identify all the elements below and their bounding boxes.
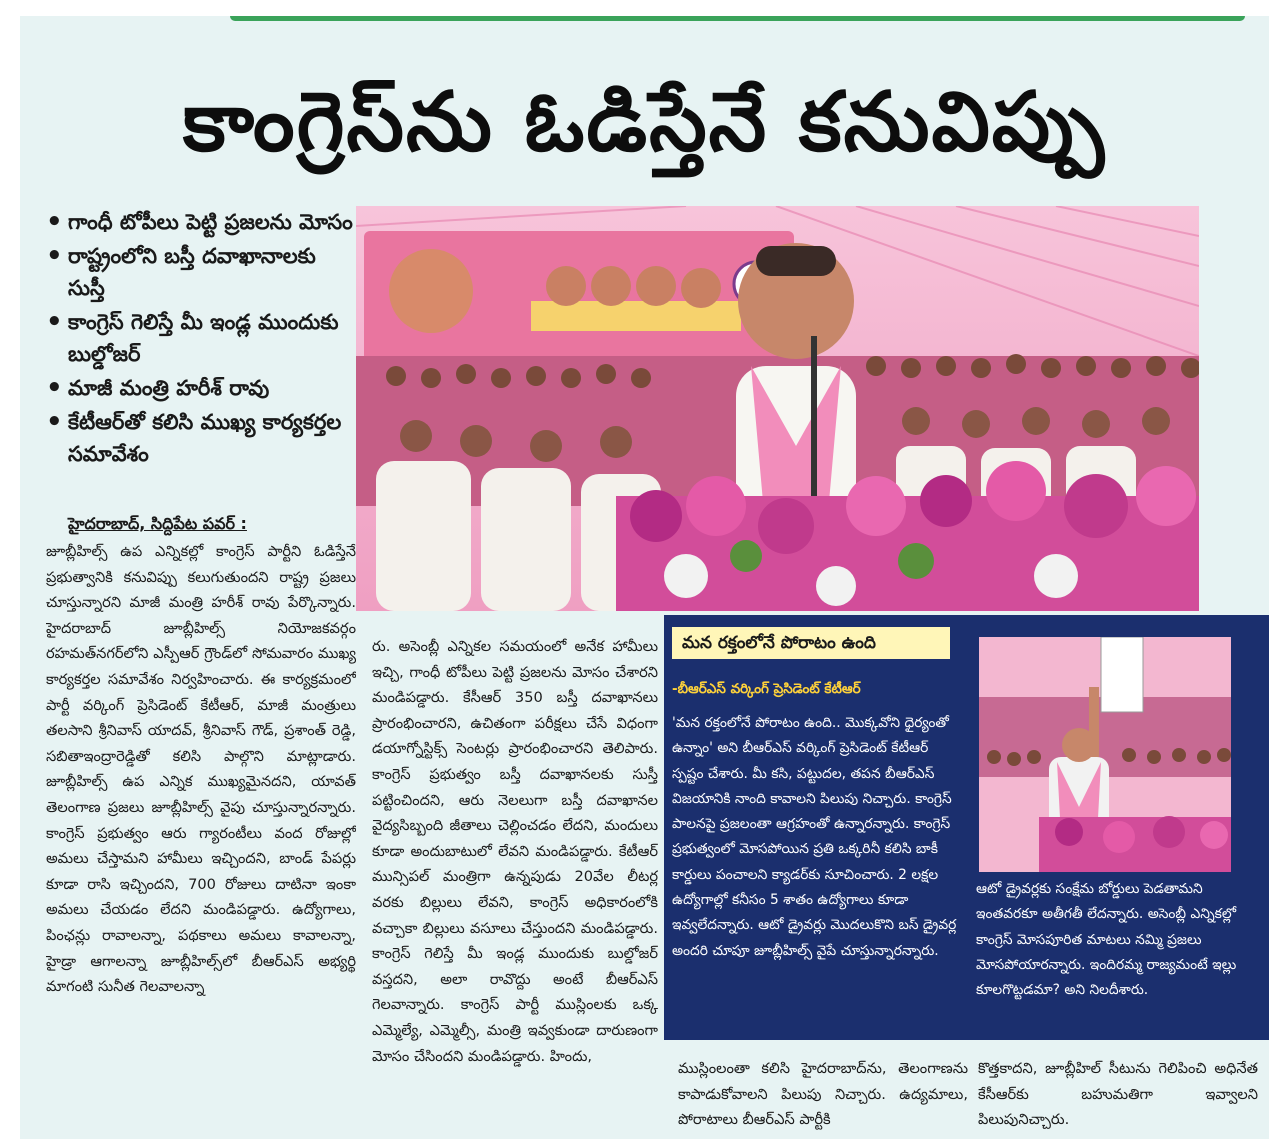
article-column-3: ముస్లింలంతా కలిసి హైదరాబాద్‌ను, తెలంగాణను కాపాడుకోవాలని పిలుపు నిచ్చారు. ఉద్యమాలు, పోరాటాలు బీఆర్ఎస్ పార్టీకి xyxy=(678,1060,968,1129)
sidebar-subheading: -బీఆర్ఎస్ వర్కింగ్ ప్రెసిడెంట్ కేటీఆర్ xyxy=(672,681,861,697)
inset-caption: ఆటో డ్రైవర్లకు సంక్షేమ బోర్డులు పెడతామని ఇంతవరకూ అతీగతీ లేదన్నారు. అసెంబ్లీ ఎన్నికల్లో కాంగ్రెస్ మోసపూరిత మాటలు నమ్మి ప్రజలు మోసపోయారన్నారు. ఇందిరమ్మ రాజ్యమంటే ఇల్లు కూలగొట్టడమా? అని నిలదీశారు. xyxy=(976,881,1237,999)
article-column-2: రు. అసెంబ్లీ ఎన్నికల సమయంలో అనేక హామీలు ఇచ్చి, గాంధీ టోపీలు పెట్టి ప్రజలను మోసం చేశారని మండిపడ్డారు. కేసీఆర్ 350 బస్తీ దవాఖానలు ప్రారంభించారని, ఉచితంగా పరీక్షలు చేసే విధంగా డయాగ్నోస్టిక్స్ సెంటర్లు ప్రారంభించారని తెలిపారు. కాంగ్రెస్ ప్రభుత్వం బస్తీ దవాఖానలకు సుస్తీ పట్టించిందని, ఆరు నెలలుగా బస్తీ దవాఖానల వైద్యసిబ్బంది జీతాలు చెల్లించడం లేదని, మందులు కూడా అందుబాటులో లేవని మండిపడ్డారు. కేటీఆర్ మున్సిపల్ మంత్రిగా ఉన్నపుడు 20వేల లీటర్ల వరకు బిల్లులు లేవని, కాంగ్రెస్ అధికారంలోకి వచ్చాకా బిల్లులు వసూలు చేస్తుందని మండిపడ్డారు. కాంగ్రెస్ గెలిస్తే మీ ఇండ్ల ముందుకు బుల్డోజర్ వస్తదని, అలా రావొద్దు అంటే బీఆర్ఎస్ గెలవాన్నారు. కాంగ్రెస్ పార్టీ ముస్లింలకు ఒక్క ఎమ్మెల్యే, ఎమ్మెల్సీ, మంత్రి ఇవ్వకుండా దారుణంగా మోసం చేసిందని మండిపడ్డారు. హిందు, xyxy=(372,638,658,1065)
newspaper-page xyxy=(20,16,1269,1139)
sidebar-heading: మన రక్తంలోనే పోరాటం ఉంది xyxy=(672,627,950,659)
top-accent-bar xyxy=(230,16,1245,21)
bullet-item: • రాష్ట్రంలోని బస్తీ దవాఖానాలకు సుస్తీ xyxy=(46,241,316,300)
speaker-holding-card-illustration xyxy=(979,637,1231,872)
rally-speech-illustration xyxy=(356,206,1199,611)
sidebar-text: 'మన రక్తంలోనే పోరాటం ఉంది.. మొక్కవోని ధైర్యంతో ఉన్నాం' అని బీఆర్ఎస్ వర్కింగ్ ప్రెసిడెంట్ కేటీఆర్ స్పష్టం చేశారు. మీ కసి, పట్టుదల, తపన బీఆర్ఎస్ విజయానికి నాంది కావాలని పిలుపు నిచ్చారు. కాంగ్రెస్ పాలనపై ప్రజలంతా ఆగ్రహంతో ఉన్నారన్నారు. కాంగ్రెస్ ప్రభుత్వంలో మోసపోయిన ప్రతి ఒక్కరినీ కలిసి బాకీ కార్డులు పంచాలని క్యాడర్‌కు సూచించారు. 2 లక్షల ఉద్యోగాల్లో కనీసం 5 శాతం ఉద్యోగాలు కూడా ఇవ్వలేదన్నారు. ఆటో డ్రైవర్లు మొదలుకొని బస్ డ్రైవర్ల అందరి చూపూ జూబ్లీహిల్స్ వైపే చూస్తున్నారన్నారు. xyxy=(672,715,957,959)
bullet-item: • కాంగ్రెస్ గెలిస్తే మీ ఇండ్ల ముందుకు బుల్డోజర్ xyxy=(46,307,339,366)
inset-photo xyxy=(979,637,1231,872)
bullet-item: • మాజీ మంత్రి హరీశ్ రావు xyxy=(46,373,270,403)
bullet-item: • గాంధీ టోపీలు పెట్టి ప్రజలను మోసం xyxy=(46,207,353,237)
byline: హైదరాబాద్, సిద్దిపేట పవర్ : xyxy=(68,514,247,533)
highlight-bullets xyxy=(42,206,354,472)
bullet-item: • కేటీఆర్‌తో కలిసి ముఖ్య కార్యకర్తల సమావేశం xyxy=(46,407,342,466)
sidebar-box xyxy=(664,615,1269,1040)
article-column-4: కొత్తకాదని, జూబ్లీహిల్ సీటును గెలిపించి అధినేత కేసీఆర్‌కు బహుమతిగా ఇవ్వాలని పిలుపునిచ్చారు. xyxy=(978,1060,1258,1129)
article-column-1: జూబ్లీహిల్స్ ఉప ఎన్నికల్లో కాంగ్రెస్ పార్టీని ఓడిస్తేనే ప్రభుత్వానికి కనువిప్పు కలుగుతుందని రాష్ట్ర ప్రజలు చూస్తున్నారని మాజీ మంత్రి హరీశ్ రావు పేర్కొన్నారు. హైదరాబాద్ జూబ్లీహిల్స్ నియోజకవర్గం రహమత్‌నగర్‌లోని ఎస్పీఆర్ గ్రౌండ్‌లో సోమవారం ముఖ్య కార్యకర్తల సమావేశం నిర్వహించారు. ఈ కార్యక్రమంలో పార్టీ వర్కింగ్ ప్రెసిడెంట్ కేటీఆర్, మాజీ మంత్రులు తలసాని శ్రీనివాస్ యాదవ్, శ్రీనివాస్ గౌడ్, ప్రశాంత్ రెడ్డి, సబితాఇంద్రారెడ్డితో కలిసి పాల్గొని మాట్లాడారు. జూబ్లీహిల్స్ ఉప ఎన్నిక ముఖ్యమైనదని, యావత్ తెలంగాణ ప్రజలు జూబ్లీహిల్స్ వైపు చూస్తున్నారన్నారు. కాంగ్రెస్ ప్రభుత్వం ఆరు గ్యారంటీలు వంద రోజుల్లో అమలు చేస్తామని హామీలు ఇచ్చిందని, బాండ్ పేపర్లు కూడా రాసి ఇచ్చిందని, 700 రోజులు దాటినా ఇంకా అమలు చేయడం లేదని మండిపడ్డారు. ఉద్యోగాలు, పింఛన్లు రావాలన్నా, పథకాలు అమలు కావాలన్నా, హైడ్రా ఆగాలన్నా జూబ్లీహిల్స్‌లో బీఆర్ఎస్ అభ్యర్థి మాగంటి సునీత గెలవాలన్నా xyxy=(46,543,356,996)
headline: కాంగ్రెస్‌ను ఓడిస్తేనే కనువిప్పు xyxy=(182,75,1107,170)
main-photo xyxy=(356,206,1199,611)
